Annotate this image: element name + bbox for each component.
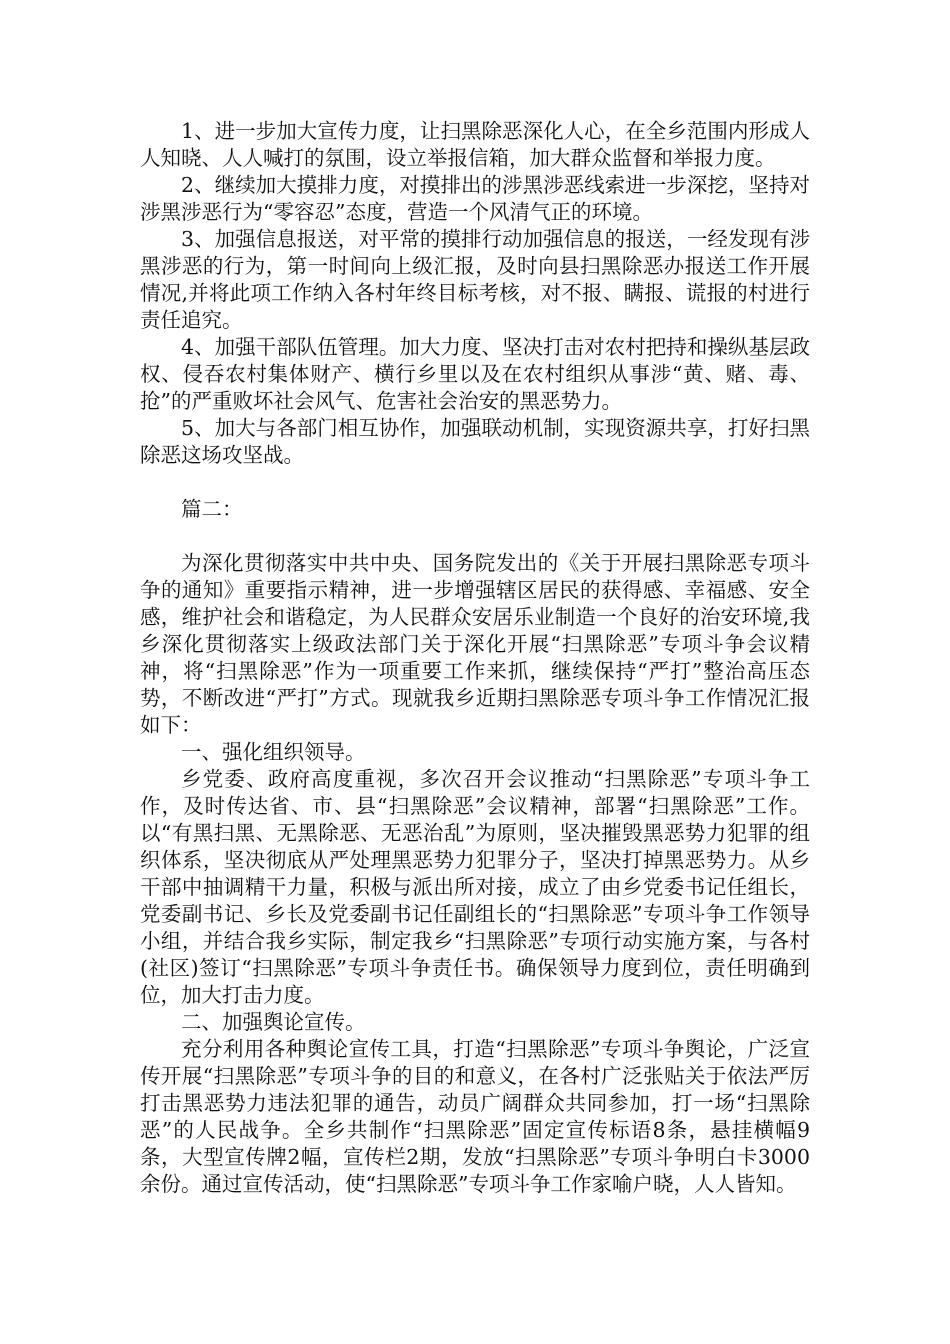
organization-paragraph: 乡党委、政府高度重视，多次召开会议推动“扫黑除恶”专项斗争工作，及时传达省、市、县“扫黑除恶”会议精神，部署“扫黑除恶”工作。以“有黑扫黑、无黑除恶、无恶治乱”为原则，坚决摧毁黑恶势力犯罪的组织体系，坚决彻底从严处理黑恶势力犯罪分子，坚决打掉黑恶势力。从乡干部中抽调精干力量，积极与派出所对接，成立了由乡党委书记任组长，党委副书记、乡长及党委副书记任副组长的“扫黑除恶”专项斗争工作领导小组，并结合我乡实际，制定我乡“扫黑除恶”专项行动实施方案，与各村(社区)签订“扫黑除恶”专项斗争责任书。确保领导力度到位，责任明确到位，加大打击力度。 <box>140 767 810 1007</box>
publicity-paragraph: 充分利用各种舆论宣传工具，打造“扫黑除恶”专项斗争舆论，广泛宣传开展“扫黑除恶”专项斗争的目的和意义，在各村广泛张贴关于依法严厉打击黑恶势力违法犯罪的通告，动员广阔群众共同参加，打一场“扫黑除恶”的人民战争。全乡共制作“扫黑除恶”固定宣传标语8条，悬挂横幅9条，大型宣传牌2幅，宣传栏2期，发放“扫黑除恶”专项斗争明白卡3000余份。通过宣传活动，使“扫黑除恶”专项斗争工作家喻户晓，人人皆知。 <box>140 1037 810 1196</box>
measure-paragraph-1: 1、进一步加大宣传力度，让扫黑除恶深化人心，在全乡范围内形成人人知晓、人人喊打的氛围，设立举报信箱，加大群众监督和举报力度。 <box>140 119 810 170</box>
section-spacer <box>140 469 810 496</box>
subheading-publicity: 二、加强舆论宣传。 <box>181 1010 366 1034</box>
subheading-organization: 一、强化组织领导。 <box>181 740 366 764</box>
document-page <box>140 118 810 1198</box>
section-heading: 篇二： <box>181 497 243 521</box>
measure-paragraph-2: 2、继续加大摸排力度，对摸排出的涉黑涉恶线索进一步深挖，坚持对涉黑涉恶行为“零容忍”态度，营造一个风清气正的环境。 <box>140 173 810 224</box>
measure-paragraph-5: 5、加大与各部门相互协作，加强联动机制，实现资源共享，打好扫黑除恶这场攻坚战。 <box>140 416 810 467</box>
measure-paragraph-3: 3、加强信息报送，对平常的摸排行动加强信息的报送，一经发现有涉黑涉恶的行为，第一时间向上级汇报，及时向县扫黑除恶办报送工作开展情况,并将此项工作纳入各村年终目标考核，对不报、瞒报、谎报的村进行责任追究。 <box>140 227 810 332</box>
intro-paragraph: 为深化贯彻落实中共中央、国务院发出的《关于开展扫黑除恶专项斗争的通知》重要指示精神，进一步增强辖区居民的获得感、幸福感、安全感，维护社会和谐稳定，为人民群众安居乐业制造一个良好的治安环境,我乡深化贯彻落实上级政法部门关于深化开展“扫黑除恶”专项斗争会议精神，将“扫黑除恶”作为一项重要工作来抓，继续保持“严打”整治高压态势，不断改进“严打”方式。现就我乡近期扫黑除恶专项斗争工作情况汇报如下： <box>140 551 810 737</box>
measure-paragraph-4: 4、加强干部队伍管理。加大力度、坚决打击对农村把持和操纵基层政权、侵吞农村集体财产、横行乡里以及在农村组织从事涉“黄、赌、毒、抢”的严重败坏社会风气、危害社会治安的黑恶势力。 <box>140 335 810 413</box>
section-spacer <box>140 523 810 550</box>
